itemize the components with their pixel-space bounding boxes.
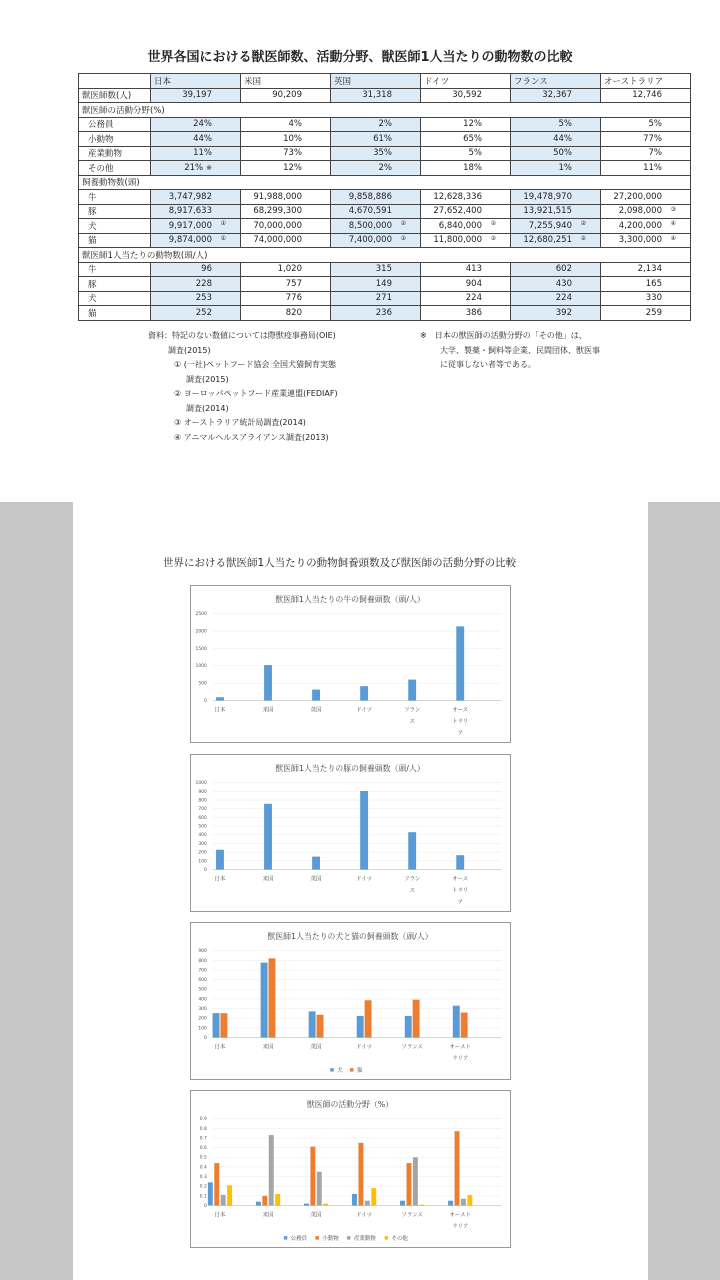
legend-swatch (330, 1068, 333, 1071)
chart-title: 獣医師1人当たりの牛の飼養頭数（頭/人） (275, 594, 425, 604)
y-tick-label: 400 (198, 833, 207, 839)
bar-牛 (312, 690, 320, 701)
y-tick-label: 0.1 (199, 1194, 207, 1200)
asterisk-marker: ※ (206, 163, 212, 172)
table-cell: 12% (421, 117, 511, 132)
legend-label: 小動物 (322, 1236, 339, 1243)
table-cell: 70,000,000 (241, 219, 331, 234)
x-tick-label: オースト (449, 1044, 471, 1051)
note-line: 大学、製薬・飼料等企業、民間団体、獣医事 (440, 345, 600, 355)
table-cell: 12,746 (601, 88, 691, 103)
table-cell: 757 (241, 277, 331, 292)
bar-猫 (365, 1000, 372, 1037)
legend-label: 猫 (356, 1068, 363, 1075)
table-row (79, 117, 691, 132)
row-label: 牛 (79, 262, 151, 277)
y-tick-label: 900 (198, 949, 207, 955)
legend-label: 犬 (337, 1068, 343, 1075)
y-tick-label: 1000 (195, 664, 207, 670)
table-row (79, 161, 691, 176)
table-cell: 2,098,000 ③ (601, 204, 691, 219)
bar-牛 (456, 626, 464, 700)
table-cell: 11,800,000 ② (421, 233, 511, 248)
table-cell: 228 (151, 277, 241, 292)
table-cell: 18% (421, 161, 511, 176)
bar-産業動物 (269, 1135, 274, 1205)
bar-犬 (309, 1011, 316, 1037)
source-note-marker: ② (400, 234, 406, 242)
table-cell: 5% (421, 146, 511, 161)
row-label: 豚 (79, 204, 151, 219)
table-cell: 8,917,633 (151, 204, 241, 219)
table-cell: 252 (151, 306, 241, 321)
table-row (79, 204, 691, 219)
table-cell: 77% (601, 132, 691, 147)
bar-犬 (453, 1006, 460, 1038)
table-cell: 9,874,000 ① (151, 233, 241, 248)
bar-産業動物 (413, 1157, 418, 1205)
chart-vet-activity (190, 1090, 511, 1248)
table-cell: 24% (151, 117, 241, 132)
bar-猫 (220, 1013, 227, 1037)
y-tick-label: 0.4 (199, 1165, 207, 1171)
source-note-marker: ④ (670, 220, 676, 227)
x-tick-label: 日本 (214, 707, 226, 714)
section-row (79, 175, 691, 190)
table-cell: 4% (241, 117, 331, 132)
legend-swatch (284, 1236, 287, 1239)
row-label: 豚 (79, 277, 151, 292)
header-country: 米国 (241, 74, 331, 89)
table-row (79, 291, 691, 306)
table-cell: 820 (241, 306, 331, 321)
table-cell: 11% (601, 161, 691, 176)
table-cell: 27,652,400 (421, 204, 511, 219)
bar-犬 (357, 1016, 364, 1038)
bar-小動物 (358, 1143, 363, 1206)
x-tick-label: 英国 (310, 1212, 322, 1219)
chart-title: 獣医師1人当たりの犬と猫の飼養頭数（頭/人） (267, 931, 433, 941)
x-tick-label: 日本 (214, 1212, 226, 1219)
table-cell: 12,680,251 ② (511, 233, 601, 248)
note-line: 調査(2015) (168, 345, 211, 355)
table-cell: 27,200,000 (601, 190, 691, 205)
table-row (79, 262, 691, 277)
x-tick-label: ドイツ (356, 1212, 373, 1219)
header-country: ドイツ (421, 74, 511, 89)
chart-cattle-per-vet (190, 585, 511, 743)
table-cell: 30,592 (421, 88, 511, 103)
bar-公務員 (208, 1182, 213, 1205)
legend-swatch (347, 1236, 350, 1239)
source-note-marker: ② (490, 234, 496, 242)
table-cell: 149 (331, 277, 421, 292)
x-tick-label: 米国 (262, 876, 274, 883)
bar-産業動物 (221, 1195, 226, 1206)
source-note-marker: ① (220, 220, 226, 227)
table-cell: 6,840,000 ② (421, 219, 511, 234)
legend-swatch (315, 1236, 318, 1239)
table-cell: 11% (151, 146, 241, 161)
y-tick-label: 500 (198, 987, 207, 993)
bar-豚 (360, 791, 368, 870)
table-cell: 1,020 (241, 262, 331, 277)
table-cell: 32,367 (511, 88, 601, 103)
y-tick-label: 800 (198, 798, 207, 804)
table-cell: 165 (601, 277, 691, 292)
y-tick-label: 0.3 (199, 1175, 207, 1181)
table-cell: 2% (331, 117, 421, 132)
header-corner-cell (79, 74, 151, 89)
table-cell: 8,500,000 ② (331, 219, 421, 234)
bar-犬 (213, 1013, 220, 1037)
document-title: 世界各国における獣医師数、活動分野、獣医師1人当たりの動物数の比較 (147, 50, 573, 65)
row-label: 猫 (79, 306, 151, 321)
bar-その他 (371, 1188, 376, 1205)
bar-小動物 (262, 1196, 267, 1206)
chart-title: 獣医師の活動分野（%） (306, 1099, 394, 1109)
y-tick-label: 500 (198, 681, 207, 687)
bar-その他 (227, 1185, 232, 1205)
x-tick-label: ラリア (452, 1224, 469, 1231)
table-cell: 259 (601, 306, 691, 321)
x-tick-label: 米国 (262, 707, 274, 714)
y-tick-label: 200 (198, 850, 207, 856)
bar-豚 (312, 857, 320, 870)
bar-公務員 (448, 1201, 453, 1206)
bar-公務員 (304, 1204, 309, 1206)
table-cell: 271 (331, 291, 421, 306)
row-label: 牛 (79, 190, 151, 205)
table-cell: 4,200,000 ④ (601, 219, 691, 234)
y-tick-label: 0 (204, 699, 207, 705)
x-tick-label: ス (409, 719, 415, 726)
row-label: 公務員 (79, 117, 151, 132)
x-tick-label: オースト (449, 1212, 471, 1219)
y-tick-label: 0.5 (199, 1155, 207, 1161)
bar-犬 (405, 1016, 412, 1038)
bar-小動物 (310, 1147, 315, 1206)
table-cell: 3,747,982 (151, 190, 241, 205)
note-line: 調査(2015) (186, 374, 229, 384)
page2-title: 世界における獣医師1人当たりの動物飼養頭数及び獣医師の活動分野の比較 (163, 557, 517, 569)
bar-牛 (360, 686, 368, 700)
bar-公務員 (256, 1202, 261, 1206)
source-note-marker: ③ (670, 205, 676, 213)
source-note-marker: ② (580, 234, 586, 242)
section-row (79, 103, 691, 118)
table-cell: 90,209 (241, 88, 331, 103)
section-label: 飼養動物数(頭) (79, 175, 691, 190)
bar-その他 (275, 1194, 280, 1206)
table-cell: 5% (601, 117, 691, 132)
table-header-row (79, 74, 691, 89)
y-tick-label: 300 (198, 1007, 207, 1013)
bar-豚 (216, 850, 224, 870)
header-country: オーストラリア (601, 74, 691, 89)
header-country: フランス (511, 74, 601, 89)
chart-pigs-per-vet (190, 754, 511, 912)
x-tick-label: ドイツ (356, 707, 373, 714)
source-note-marker: ① (220, 234, 226, 242)
legend-label: その他 (391, 1236, 408, 1243)
table-cell: 44% (151, 132, 241, 147)
table-cell: 19,478,970 (511, 190, 601, 205)
y-tick-label: 0 (204, 1036, 207, 1042)
table-row (79, 306, 691, 321)
x-tick-label: 米国 (262, 1044, 274, 1051)
y-tick-label: 0.8 (199, 1126, 207, 1132)
table-cell: 430 (511, 277, 601, 292)
note-line: ① (一社)ペットフード協会 全国犬猫飼育実態 (174, 360, 337, 369)
table-cell: 224 (511, 291, 601, 306)
table-cell: 602 (511, 262, 601, 277)
row-label: 犬 (79, 219, 151, 234)
table-cell: 2,134 (601, 262, 691, 277)
note-line: ② ヨーロッパペットフード産業連盟(FEDIAF) (174, 389, 338, 398)
table-cell: 12,628,336 (421, 190, 511, 205)
bar-牛 (408, 680, 416, 701)
table-cell: 74,000,000 (241, 233, 331, 248)
x-tick-label: ア (457, 731, 463, 738)
bar-猫 (317, 1015, 324, 1038)
table-cell: 236 (331, 306, 421, 321)
y-tick-label: 300 (198, 841, 207, 847)
table-cell: 7,255,940 ② (511, 219, 601, 234)
legend-label: 産業動物 (353, 1236, 376, 1243)
bar-豚 (456, 855, 464, 869)
y-tick-label: 700 (198, 807, 207, 813)
table-row (79, 88, 691, 103)
bar-豚 (264, 804, 272, 870)
section-row (79, 248, 691, 263)
x-tick-label: ドイツ (356, 1044, 373, 1051)
source-note-marker: ④ (670, 234, 676, 242)
table-row (79, 219, 691, 234)
x-tick-label: 米国 (262, 1212, 274, 1219)
bar-その他 (467, 1195, 472, 1206)
table-cell: 776 (241, 291, 331, 306)
x-tick-label: トラリ (452, 888, 469, 895)
x-tick-label: オース (452, 707, 469, 714)
y-tick-label: 2000 (195, 629, 207, 635)
x-tick-label: フランス (401, 1212, 423, 1219)
comparison-table (78, 73, 691, 321)
bar-公務員 (352, 1194, 357, 1206)
table-cell: 73% (241, 146, 331, 161)
table-cell: 44% (511, 132, 601, 147)
y-tick-label: 500 (198, 824, 207, 830)
table-cell: 330 (601, 291, 691, 306)
x-tick-label: ドイツ (356, 876, 373, 883)
bar-公務員 (400, 1201, 405, 1206)
table-row (79, 277, 691, 292)
note-line: ※ 日本の獣医師の活動分野の「その他」は、 (420, 331, 587, 340)
x-tick-label: 英国 (310, 876, 322, 883)
table-cell: 96 (151, 262, 241, 277)
header-country: 英国 (331, 74, 421, 89)
y-tick-label: 2500 (195, 612, 207, 618)
table-cell: 413 (421, 262, 511, 277)
y-tick-label: 600 (198, 978, 207, 984)
table-cell: 9,917,000 ① (151, 219, 241, 234)
bar-小動物 (406, 1163, 411, 1205)
bar-産業動物 (365, 1201, 370, 1206)
y-tick-label: 0 (204, 1204, 207, 1210)
source-note-marker: ② (580, 220, 586, 227)
x-tick-label: フラン (404, 707, 421, 714)
table-cell: 65% (421, 132, 511, 147)
y-tick-label: 800 (198, 958, 207, 964)
table-cell: 7% (601, 146, 691, 161)
row-label: 猫 (79, 233, 151, 248)
y-tick-label: 600 (198, 815, 207, 821)
note-line: に従事しない者等である。 (440, 360, 536, 369)
table-cell: 3,300,000 ④ (601, 233, 691, 248)
table-cell: 61% (331, 132, 421, 147)
section-label: 獣医師の活動分野(%) (79, 103, 691, 118)
table-cell: 12% (241, 161, 331, 176)
table-cell: 91,988,000 (241, 190, 331, 205)
row-label: 産業動物 (79, 146, 151, 161)
x-tick-label: ス (409, 888, 415, 895)
table-cell: 10% (241, 132, 331, 147)
x-tick-label: ア (457, 900, 463, 907)
bar-猫 (413, 1000, 420, 1038)
note-line: 調査(2014) (186, 403, 229, 413)
x-tick-label: 英国 (310, 707, 322, 714)
x-tick-label: フラン (404, 876, 421, 883)
table-cell: 253 (151, 291, 241, 306)
bar-小動物 (214, 1163, 219, 1205)
y-tick-label: 100 (198, 859, 207, 865)
note-line: 資料：特記のない数値については際獣疫事務局(OIE) (148, 331, 336, 340)
bar-猫 (269, 958, 276, 1037)
x-tick-label: トラリ (452, 719, 469, 726)
bar-牛 (216, 697, 224, 700)
bar-豚 (408, 832, 416, 869)
document-page-1 (0, 0, 720, 502)
legend-swatch (385, 1236, 388, 1239)
bar-その他 (419, 1205, 424, 1206)
source-notes (148, 329, 338, 445)
source-note-marker: ② (400, 220, 406, 227)
y-tick-label: 400 (198, 997, 207, 1003)
legend-label: 公務員 (290, 1236, 308, 1243)
table-cell: 39,197 (151, 88, 241, 103)
bar-猫 (461, 1013, 468, 1038)
row-label: 小動物 (79, 132, 151, 147)
table-cell: 315 (331, 262, 421, 277)
y-tick-label: 1000 (195, 781, 207, 787)
section-label: 獣医師1人当たりの動物数(頭/人) (79, 248, 691, 263)
legend-swatch (350, 1068, 353, 1071)
note-line: ④ アニマルヘルスアライアンス調査(2013) (174, 432, 329, 442)
table-cell: 4,670,591 (331, 204, 421, 219)
y-tick-label: 0 (204, 868, 207, 874)
table-cell: 386 (421, 306, 511, 321)
x-tick-label: ラリア (452, 1056, 469, 1063)
table-row (79, 146, 691, 161)
y-tick-label: 0.7 (199, 1136, 207, 1142)
row-label: 犬 (79, 291, 151, 306)
table-cell: 35% (331, 146, 421, 161)
footnote (420, 329, 600, 373)
x-tick-label: 英国 (310, 1044, 322, 1051)
bar-産業動物 (461, 1199, 466, 1206)
table-cell: 68,299,300 (241, 204, 331, 219)
table-cell: 9,858,886 (331, 190, 421, 205)
table-cell: 13,921,515 (511, 204, 601, 219)
table-cell: 904 (421, 277, 511, 292)
x-tick-label: 日本 (214, 1044, 226, 1051)
x-tick-label: フランス (401, 1044, 423, 1051)
chart-title: 獣医師1人当たりの豚の飼養頭数（頭/人） (275, 763, 425, 773)
source-note-marker: ② (490, 220, 496, 227)
y-tick-label: 0.9 (199, 1117, 207, 1123)
bar-その他 (323, 1204, 328, 1206)
table-cell: 5% (511, 117, 601, 132)
y-tick-label: 900 (198, 789, 207, 795)
table-row (79, 190, 691, 205)
table-cell: 21% ※ (151, 161, 241, 176)
table-row (79, 132, 691, 147)
chart-dogs-cats-per-vet (190, 922, 511, 1080)
table-cell: 31,318 (331, 88, 421, 103)
table-cell: 224 (421, 291, 511, 306)
y-tick-label: 1500 (195, 646, 207, 652)
note-line: ③ オーストラリア統計局調査(2014) (174, 418, 306, 427)
bar-小動物 (455, 1131, 460, 1205)
y-tick-label: 100 (198, 1026, 207, 1032)
bar-犬 (261, 963, 268, 1038)
x-tick-label: オース (452, 876, 469, 883)
y-tick-label: 0.2 (199, 1184, 207, 1190)
y-tick-label: 200 (198, 1016, 207, 1022)
table-cell: 7,400,000 ② (331, 233, 421, 248)
y-tick-label: 0.6 (199, 1146, 207, 1152)
table-row (79, 233, 691, 248)
x-tick-label: 日本 (214, 876, 226, 883)
bar-産業動物 (317, 1172, 322, 1206)
row-label: 獣医師数(人) (79, 88, 151, 103)
bar-牛 (264, 665, 272, 700)
header-country: 日本 (151, 74, 241, 89)
table-cell: 2% (331, 161, 421, 176)
table-cell: 1% (511, 161, 601, 176)
table-cell: 50% (511, 146, 601, 161)
table-cell: 392 (511, 306, 601, 321)
row-label: その他 (79, 161, 151, 176)
y-tick-label: 700 (198, 968, 207, 974)
